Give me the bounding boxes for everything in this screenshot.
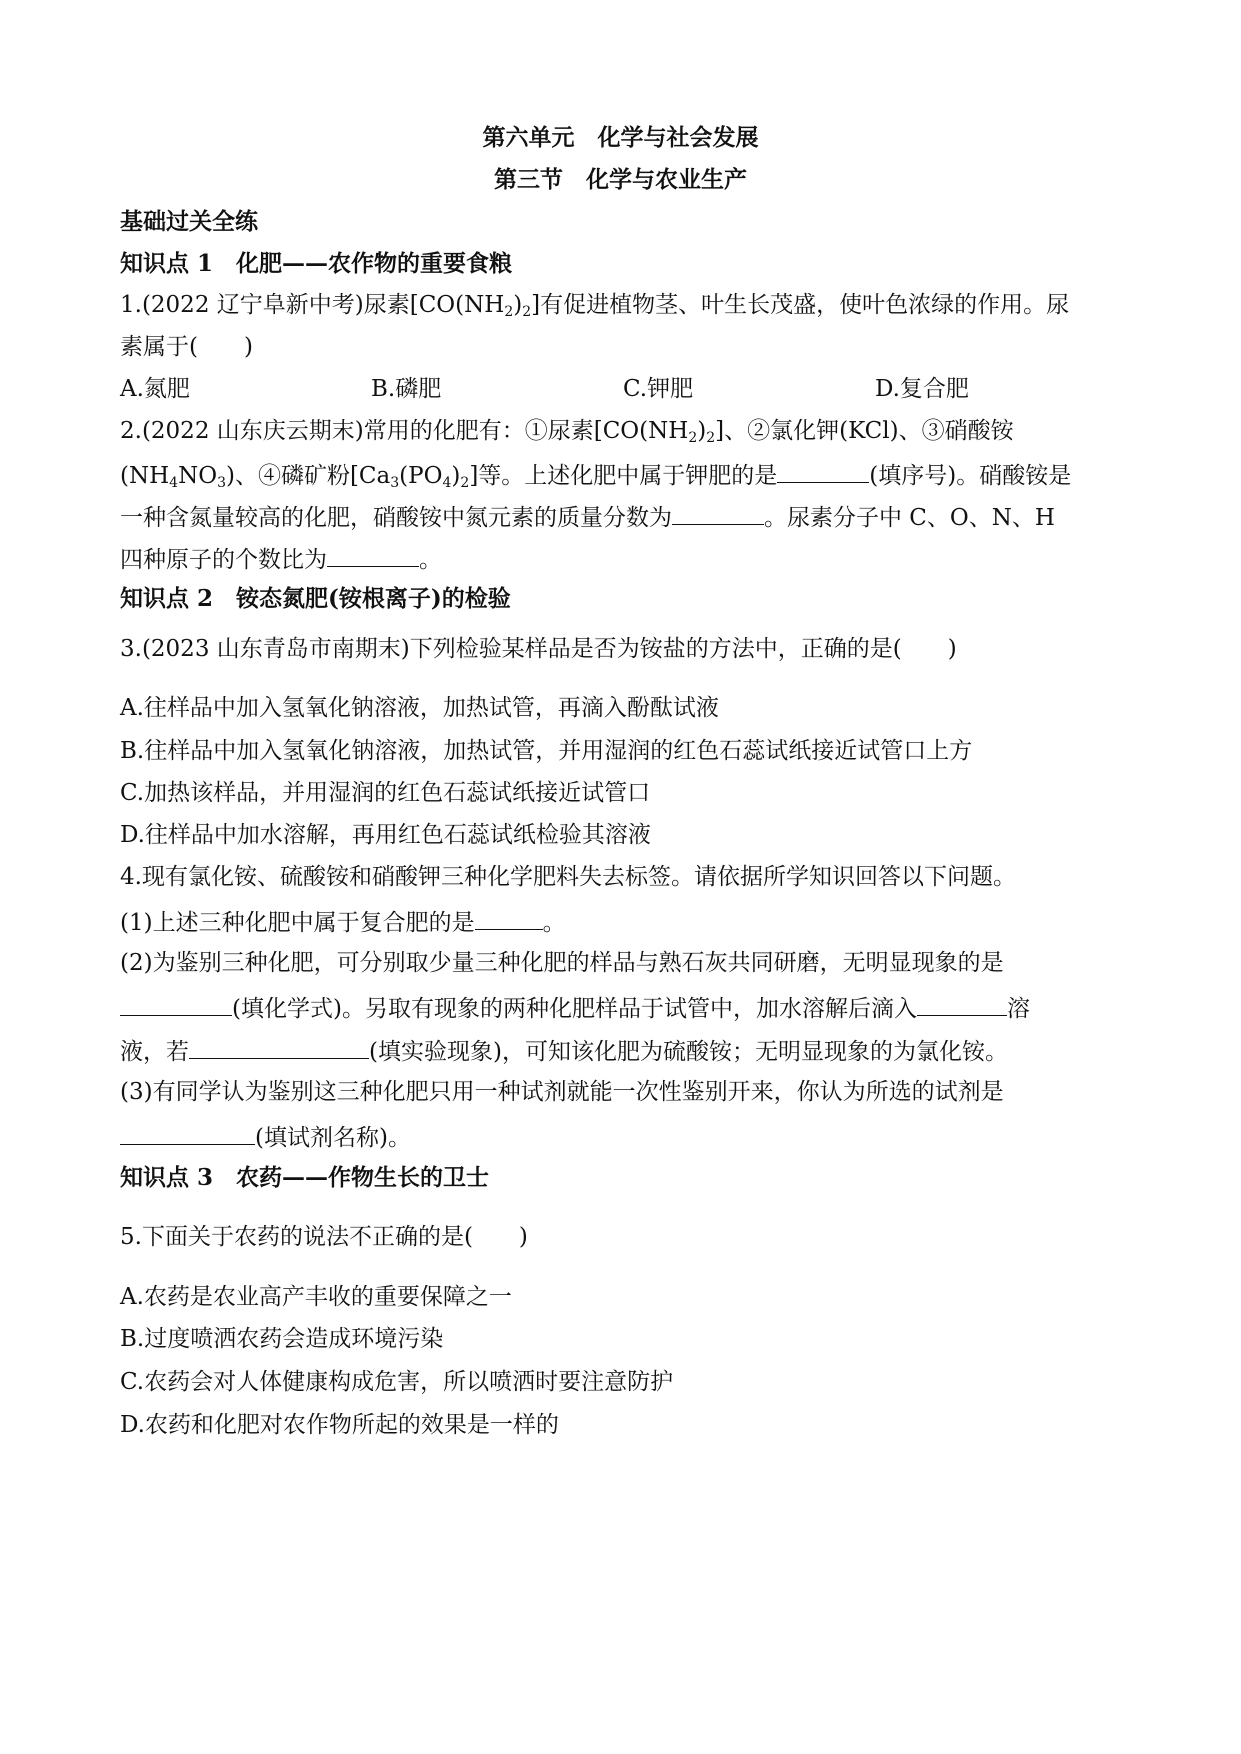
- q2-subscript: 2: [460, 475, 470, 491]
- q2-text: ]、②氯化钾(KCl)、③硝酸铵: [715, 418, 1014, 444]
- q1-option-d[interactable]: D.复合肥: [875, 376, 969, 402]
- q1-text-e: ): [243, 334, 253, 360]
- q1-stem-line1: [120, 290, 1130, 320]
- q2-text: (NH: [120, 463, 170, 489]
- q5-stem: [120, 1222, 1130, 1252]
- answer-blank[interactable]: [475, 905, 543, 930]
- q3-text: ): [947, 636, 957, 662]
- q1-text-d: 素属于(: [120, 334, 198, 360]
- answer-blank[interactable]: [327, 542, 419, 567]
- q1-text-c: ]有促进植物茎、叶生长茂盛，使叶色浓绿的作用。尿: [531, 292, 1070, 318]
- q5-text: ): [518, 1224, 528, 1250]
- q3-option-a[interactable]: A.往样品中加入氢氧化钠溶液，加热试管，再滴入酚酞试液: [120, 695, 719, 721]
- q2-text: 。尿素分子中 C、O、N、H: [764, 505, 1055, 531]
- q2-line2: [120, 458, 1130, 491]
- q2-text: 四种原子的个数比为: [120, 547, 327, 573]
- q4-part3-line1: (3)有同学认为鉴别这三种化肥只用一种试剂就能一次性鉴别开来，你认为所选的试剂是: [120, 1079, 1004, 1105]
- q4-part3-line2: [120, 1120, 1130, 1153]
- unit-title: 第六单元 化学与社会发展: [482, 124, 759, 151]
- q4-text: (填试剂名称)。: [255, 1125, 411, 1151]
- q1-option-a[interactable]: A.氮肥: [120, 376, 190, 402]
- answer-blank[interactable]: [917, 991, 1007, 1016]
- answer-blank[interactable]: [189, 1034, 369, 1059]
- q1-text-a: 1.(2022 辽宁阜新中考)尿素[CO(NH: [120, 292, 505, 318]
- q2-text: )、④磷矿粉[Ca: [225, 463, 391, 489]
- q3-option-c[interactable]: C.加热该样品，并用湿润的红色石蕊试纸接近试管口: [120, 780, 651, 806]
- answer-blank[interactable]: [777, 458, 869, 483]
- q1-text-b: ): [513, 292, 523, 318]
- q2-line1: [120, 416, 1130, 446]
- q2-subscript: 3: [390, 475, 400, 491]
- q4-text: 溶: [1006, 996, 1030, 1022]
- q5-text: 5.下面关于农药的说法不正确的是(: [120, 1224, 473, 1250]
- q4-stem: 4.现有氯化铵、硫酸铵和硝酸钾三种化学肥料失去标签。请依据所学知识回答以下问题。: [120, 864, 1016, 890]
- q2-text: 一种含氮量较高的化肥，硝酸铵中氮元素的质量分数为: [120, 505, 672, 531]
- knowledge-point-3-heading: 知识点 3 农药——作物生长的卫士: [120, 1164, 490, 1191]
- knowledge-point-1-heading: 知识点 1 化肥——农作物的重要食粮: [120, 250, 513, 277]
- q2-subscript: 4: [442, 475, 452, 491]
- q2-text: NO: [178, 463, 218, 489]
- q2-text: (PO: [399, 463, 443, 489]
- q3-option-b[interactable]: B.往样品中加入氢氧化钠溶液，加热试管，并用湿润的红色石蕊试纸接近试管口上方: [120, 738, 973, 764]
- answer-blank[interactable]: [120, 991, 232, 1016]
- q1-subscript: 2: [504, 304, 514, 320]
- knowledge-point-2-heading: 知识点 2 铵态氮肥(铵根离子)的检验: [120, 585, 511, 612]
- section-title: 第三节 化学与农业生产: [494, 166, 747, 193]
- q1-option-b[interactable]: B.磷肥: [371, 376, 442, 402]
- q2-line3: [120, 500, 1130, 533]
- q2-text: ): [451, 463, 461, 489]
- q4-text: (1)上述三种化肥中属于复合肥的是: [120, 910, 475, 936]
- q1-subscript: 2: [522, 304, 532, 320]
- q4-part2-line2: [120, 991, 1130, 1024]
- q2-line4: [120, 542, 1130, 575]
- q2-subscript: 2: [688, 430, 698, 446]
- q5-option-c[interactable]: C.农药会对人体健康构成危害，所以喷洒时要注意防护: [120, 1369, 674, 1395]
- q5-option-d[interactable]: D.农药和化肥对农作物所起的效果是一样的: [120, 1412, 559, 1438]
- q1-option-c[interactable]: C.钾肥: [623, 376, 694, 402]
- q2-text: ]等。上述化肥中属于钾肥的是: [469, 463, 778, 489]
- q2-subscript: 2: [706, 430, 716, 446]
- q4-text: 。: [542, 910, 566, 936]
- q4-part2-line3: [120, 1034, 1130, 1067]
- q4-text: (填实验现象)，可知该化肥为硫酸铵；无明显现象的为氯化铵。: [369, 1039, 1008, 1065]
- q4-part1: [120, 905, 1130, 938]
- q2-text: (填序号)。硝酸铵是: [869, 463, 1072, 489]
- answer-blank[interactable]: [672, 500, 764, 525]
- q3-option-d[interactable]: D.往样品中加水溶解，再用红色石蕊试纸检验其溶液: [120, 822, 651, 848]
- q2-subscript: 4: [169, 475, 179, 491]
- q1-stem-line2: [120, 332, 1130, 362]
- q2-text: 。: [419, 547, 442, 573]
- part-heading: 基础过关全练: [120, 208, 258, 235]
- q3-text: 3.(2023 山东青岛市南期末)下列检验某样品是否为铵盐的方法中，正确的是(: [120, 636, 902, 662]
- answer-blank[interactable]: [120, 1120, 255, 1145]
- q4-text: (填化学式)。另取有现象的两种化肥样品于试管中，加水溶解后滴入: [232, 996, 917, 1022]
- q2-text: ): [697, 418, 707, 444]
- q2-text: 2.(2022 山东庆云期末)常用的化肥有：①尿素[CO(NH: [120, 418, 689, 444]
- q4-text: 液，若: [120, 1039, 189, 1065]
- q5-option-b[interactable]: B.过度喷洒农药会造成环境污染: [120, 1326, 444, 1352]
- q2-subscript: 3: [217, 475, 226, 491]
- q3-stem: [120, 634, 1130, 664]
- q4-part2-line1: (2)为鉴别三种化肥，可分别取少量三种化肥的样品与熟石灰共同研磨，无明显现象的是: [120, 950, 1004, 976]
- q5-option-a[interactable]: A.农药是农业高产丰收的重要保障之一: [120, 1284, 512, 1310]
